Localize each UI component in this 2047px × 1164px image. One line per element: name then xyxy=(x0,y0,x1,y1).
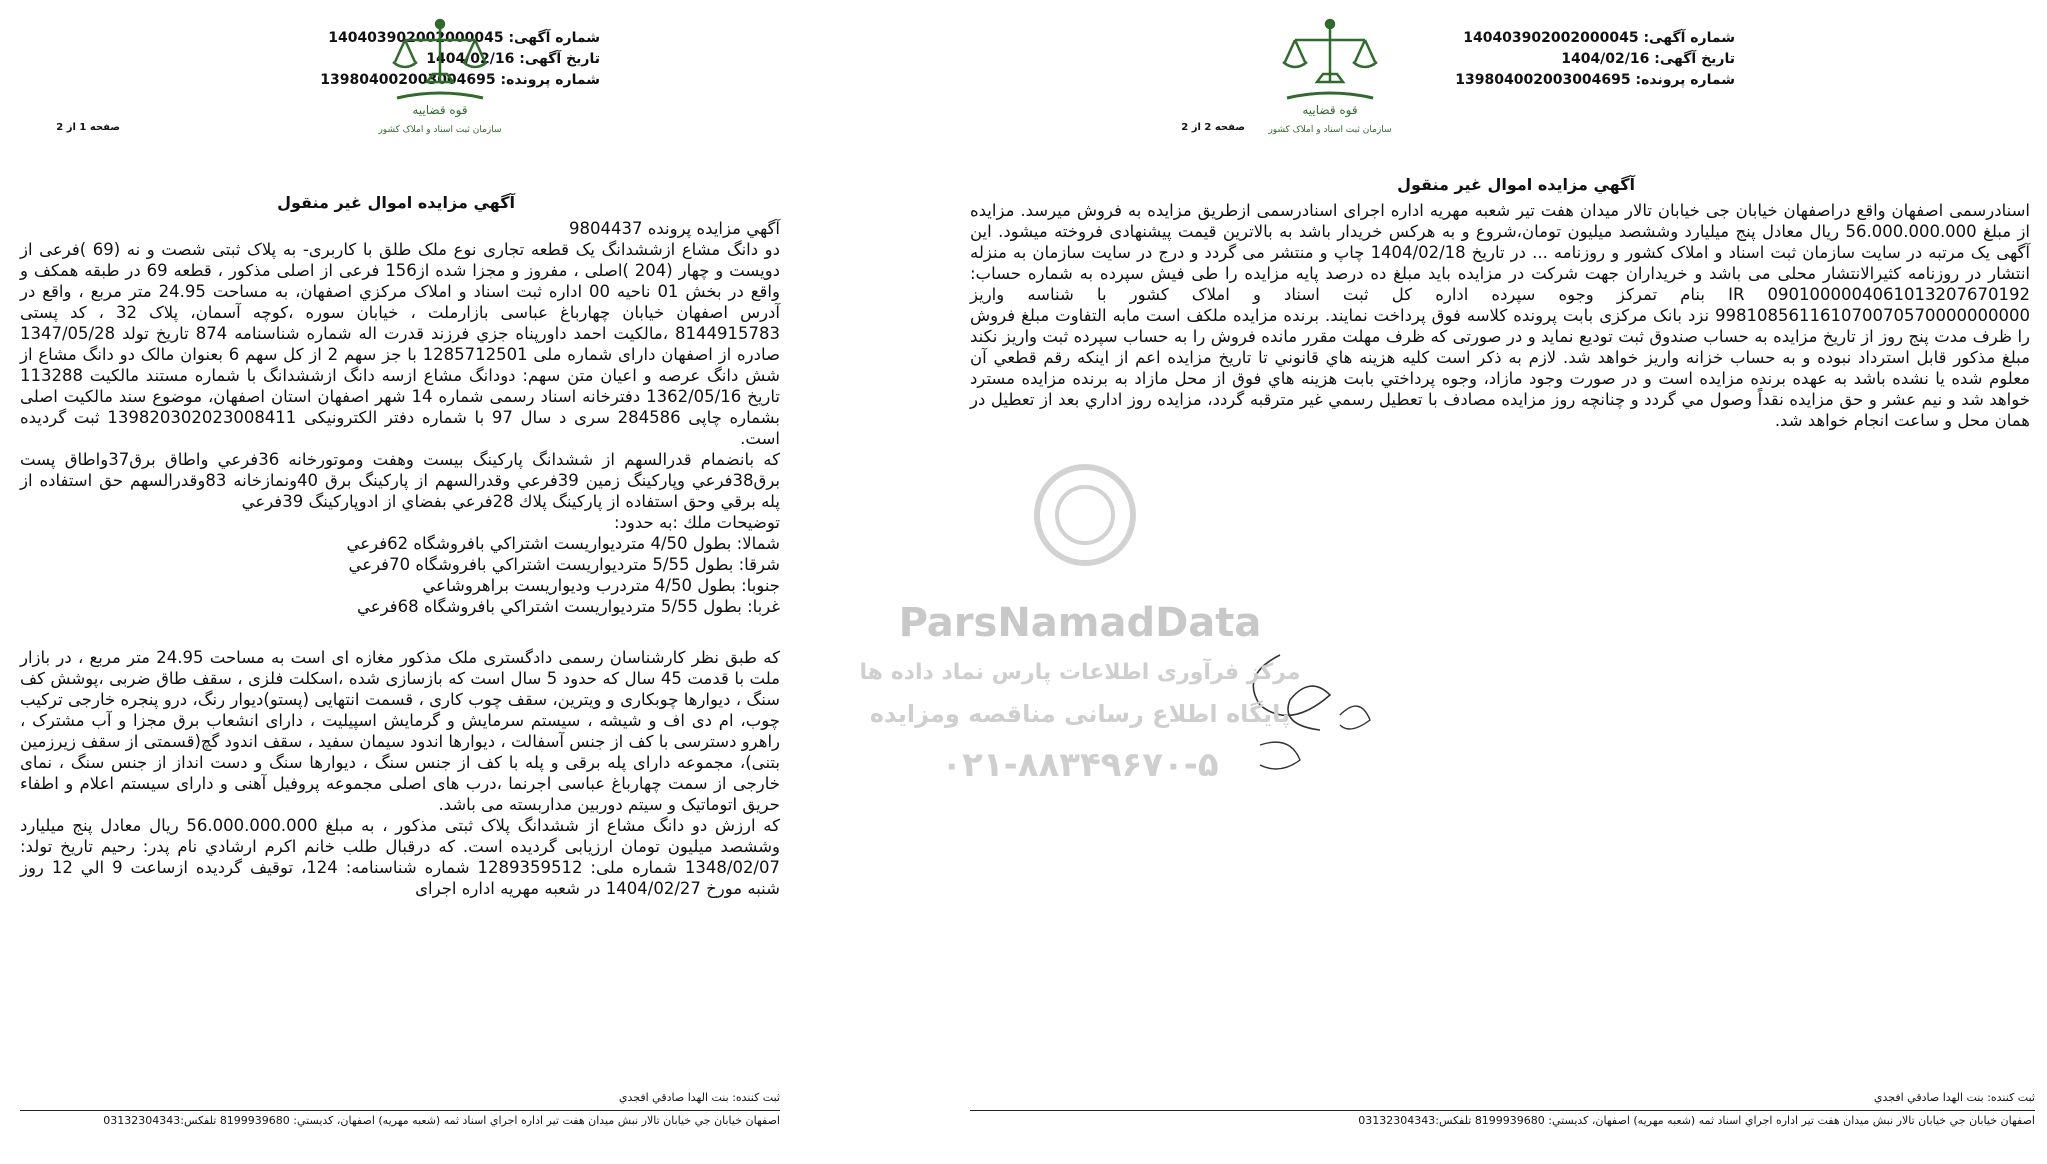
page-title: آگهي مزايده اموال غير منقول xyxy=(277,193,515,212)
page-indicator: صفحه 2 از 2 xyxy=(1181,122,1245,133)
announcement-page-2 xyxy=(960,0,2045,1164)
ad-number: 140403902002000045 xyxy=(328,30,504,46)
office-address: اصفهان خيابان جي خيابان تالار نبش ميدان هفت تير اداره اجراي اسناد ثمه (شعبه مهريه) اصفهان، کديستي: 8199939680 تلفکس:03132304343 xyxy=(1358,1114,2035,1127)
shares-paragraph: که بانضمام قدرالسهم از ششدانگ پارکینگ بیست وهفت وموتورخانه 36فرعي واطاق برق37واطاق پست برق38فرعي وپاركينگ زمين 39فرعي وقدرالسهم از پاركينگ برق 40ونمازخانه 83وقدرالسهم حق استفاده از پله برقي وحق استفاده از پاركينگ پلاك 28فرعي بفضاي از ادوپاركينگ 39فرعي xyxy=(20,450,781,511)
page-footer xyxy=(970,1088,2035,1131)
judiciary-emblem-logo xyxy=(1265,10,1395,140)
file-number-label: شماره پرونده: xyxy=(500,72,600,88)
scales-of-justice-icon xyxy=(375,10,505,140)
header-meta xyxy=(1455,28,1735,91)
property-description-paragraph: دو دانگ مشاع ازششدانگ یک قطعه تجاری نوع ملک طلق با کاربری- به پلاک ثبتی شصت و نه (69 )فرعی از دویست و چهار (204 )اصلی ، مفروز و مجزا شده از156 فرعی از اصلی مذکور ، قطعه 69 در طبقه همکف و واقع در بخش 01 ناحیه 00 اداره ثبت اسناد و املاک مرکزي اصفهان، به مساحت 24.95 متر مربع ، واقع در آدرس اصفهان خیابان چهارباغ عباسی بازارملت ، خیابان سوره ،کوچه آسمان، پلاک 32 ، کد پستی 8144915783 ،مالکیت احمد داورپناه جزي فرزند قدرت اله شماره شناسنامه 874 تاریخ تولد 1347/05/28 صادره از اصفهان دارای شماره ملی 1285712501 با جز سهم 2 از کل سهم 6 بعنوان مالک دو دانگ مشاع از شش دانگ عرصه و اعیان متن سهم: دودانگ مشاع ازسه دانگ ازششدانگ با شماره مستند مالکیت 113288 تاریخ 1362/05/16 دفترخانه اسناد رسمی شماره 14 شهر اصفهان استان اصفهان، موضوع سند مالکیت اصلی بشماره چاپی 284586 سری د سال 97 با شماره دفتر الکترونیکی 139820302023008411 ثبت گردیده است. xyxy=(20,240,781,448)
watermark-line-1: مرکز فرآوری اطلاعات پارس نماد داده ها xyxy=(859,660,1301,685)
emblem-caption-top: قوه قضاییه xyxy=(1302,103,1358,117)
ad-date: 1404/02/16 xyxy=(1561,51,1650,67)
judiciary-emblem-logo xyxy=(375,10,505,140)
emblem-caption-top: قوه قضاییه xyxy=(412,103,468,117)
emblem-caption-bottom: سازمان ثبت اسناد و املاک کشور xyxy=(378,125,502,135)
file-number: 139804002003004695 xyxy=(1455,72,1631,88)
registrar-name: بنت الهدا صادقي افجدي xyxy=(618,1091,729,1104)
watermark-phone: ۰۲۱-۸۸۳۴۹۶۷۰-۵ xyxy=(941,745,1219,785)
ad-date: 1404/02/16 xyxy=(426,51,515,67)
bounds-heading: توضيحات ملك :به حدود: xyxy=(614,513,780,532)
ad-date-label: تاریخ آگهی: xyxy=(1654,51,1735,67)
page-indicator: صفحه 1 از 2 xyxy=(56,122,120,133)
announcement-body xyxy=(970,200,2030,431)
ad-number-label: شماره آگهی: xyxy=(1643,30,1735,46)
bound-south: جنوبا: بطول 4/50 متردرب ودیواریست براهروشاعي xyxy=(422,576,780,595)
page-title: آگهي مزايده اموال غير منقول xyxy=(1397,175,1635,194)
scales-of-justice-icon xyxy=(1265,10,1395,140)
registrar-name: بنت الهدا صادقي افجدي xyxy=(1873,1091,1984,1104)
bound-east: شرقا: بطول 5/55 متردیواریست اشتراکي بافروشگاه 70فرعي xyxy=(348,555,780,574)
valuation-paragraph: که ارزش دو دانگ مشاع از ششدانگ پلاک ثبتی مذکور ، به مبلغ 56.000.000.000 ریال معادل پنج میلیارد وششصد میلیون تومان ارزیابی گردیده است. که درقبال طلب خانم اکرم ارشادي نام پدر: رحيم تاريخ تولد: 1348/02/07 شماره ملی: 1289359512 شماره شناسنامه: 124، توقیف گردیده ازساعت 9 الي 12 روز شنبه مورخ 1404/02/27 در شعبه مهریه اداره اجرای xyxy=(20,816,780,898)
office-address: اصفهان خيابان جي خيابان تالار نبش ميدان هفت تير اداره اجراي اسناد ثمه (شعبه مهريه) اصفهان، کديستي: 8199939680 تلفکس:03132304343 xyxy=(103,1114,780,1127)
page-header xyxy=(960,10,2045,185)
page-footer xyxy=(20,1088,780,1131)
file-number: 139804002003004695 xyxy=(320,72,496,88)
case-number-line: آگهي مزايده پرونده 9804437 xyxy=(568,219,780,238)
file-number-label: شماره پرونده: xyxy=(1635,72,1735,88)
watermark-brand: ParsNamadData xyxy=(898,600,1262,646)
handwritten-signature xyxy=(1220,635,1400,785)
bounds-list xyxy=(20,533,780,617)
ad-number: 140403902002000045 xyxy=(1463,30,1639,46)
announcement-page-1 xyxy=(10,0,790,1164)
emblem-caption-bottom: سازمان ثبت اسناد و املاک کشور xyxy=(1268,125,1392,135)
bound-west: غربا: بطول 5/55 متردیواریست اشتراکي بافروشگاه 68فرعي xyxy=(356,597,780,616)
registrar-label: ثبت کننده: xyxy=(1987,1091,2035,1104)
ad-number-label: شماره آگهی: xyxy=(508,30,600,46)
registrar-label: ثبت کننده: xyxy=(732,1091,780,1104)
ad-date-label: تاریخ آگهی: xyxy=(519,51,600,67)
announcement-body xyxy=(20,218,780,899)
expert-appraisal-paragraph: که طبق نظر کارشناسان رسمی دادگستری ملک مذکور مغازه ای است به مساحت 24.95 متر مربع ، در بازار ملت با قدمت 45 سال که حدود 5 سال است که بازسازی شده ،اسکلت فلزی ، سقف طاق ضربی ،پوشش کف سنگ ، دیوارها چوبکاری و ویترین، سقف چوب کاری ، قسمت انتهایی (پستو)دیوار رنگ، درو پنجره خارجی ترکیب چوب، ام دی اف و شیشه ، سیستم سرمایش و گرمایش اسپیلیت ، دارای انشعاب برق مجزا و آب مشترک ، راهرو دسترسی با کف از جنس آسفالت ، دیوارها اندود سیمان سفید ، سقف اندود گچ(قسمتی از سقف زیرزمین بتنی)، مجموعه دارای پله برقی و پله با کف از جنس سنگ ، دیوارها سنگ و دست انداز از جنس سنگ ، نمای خارجی از سمت چهارباغ عباسی اجرنما ،درب های اصلی مجموعه پروفیل آهنی و دارای سیستم اعلام و اطفاء حریق اتوماتیک و سیتم دوربین مداربسته می باشد. xyxy=(20,648,781,814)
bound-north: شمالا: بطول 4/50 متردیواریست اشتراکي بافروشگاه 62فرعي xyxy=(346,534,780,553)
page-header xyxy=(10,10,790,185)
watermark-line-2: پایگاه اطلاع رسانی مناقصه ومزایده xyxy=(869,700,1291,728)
auction-terms-paragraph: اسنادرسمی اصفهان واقع دراصفهان خیابان جی خیابان تالار میدان هفت تیر شعبه مهریه اداره اجرای اسنادرسمی ازطریق مزایده به فروش میرسد. مزایده از مبلغ 56.000.000.000 ریال معادل پنج میلیارد وششصد میلیون تومان،شروع و به هرکس خریدار باشد به بالاترین قیمت پیشنهادی فروخته میشود. این آگهی یک مرتبه در سایت سازمان ثبت اسناد و املاک کشور و روزنامه ... در تاریخ 1404/02/18 چاپ و منتشر می گردد و درج در سایت سازمان به منزله انتشار در روزنامه کثیرالانتشار محلی می باشد و خریداران جهت شرکت در مزایده باید مبلغ ده درصد پایه مزایده را طی فیش سپرده به شماره حساب: 0901000004061013207670192 IR بنام تمرکز وجوه سپرده اداره کل ثبت اسناد و املاک کشور با شناسه واریز 998108561161070070570000000000 نزد بانک مرکزی بابت پرونده کلاسه فوق پرداخت نمایند. برنده مزایده ملکف است مابه التفاوت مبلغ فروش را ظرف مدت پنج روز از تاریخ مزایده به حساب صندوق ثبت تودیع نماید و در صورتی که ظرف مهلت مقرر مانده فروش را به حساب سپرده ثبت واریز نکند مبلغ مذکور قابل استرداد نبوده و به حساب خزانه واریز خواهد شد. لازم به ذکر است کلیه هزینه هاي قانوني تا تاریخ مزایده اعم از اینکه رقم قطعي آن معلوم شده یا نشده باشد به عهده برنده مزایده است و در صورت وجود مازاد، وجوه پرداختي بابت هزینه هاي فوق از محل مازاد به برنده مزایده مسترد خواهد شد و نیم عشر و حق مزایده نقداً وصول مي گردد و چنانچه روز مزایده مصادف با تعطیل رسمي غیر مترقبه گردد، مزایده روز اداري بعد از تعطیل در همان محل و ساعت انجام خواهد شد. xyxy=(970,201,2030,430)
